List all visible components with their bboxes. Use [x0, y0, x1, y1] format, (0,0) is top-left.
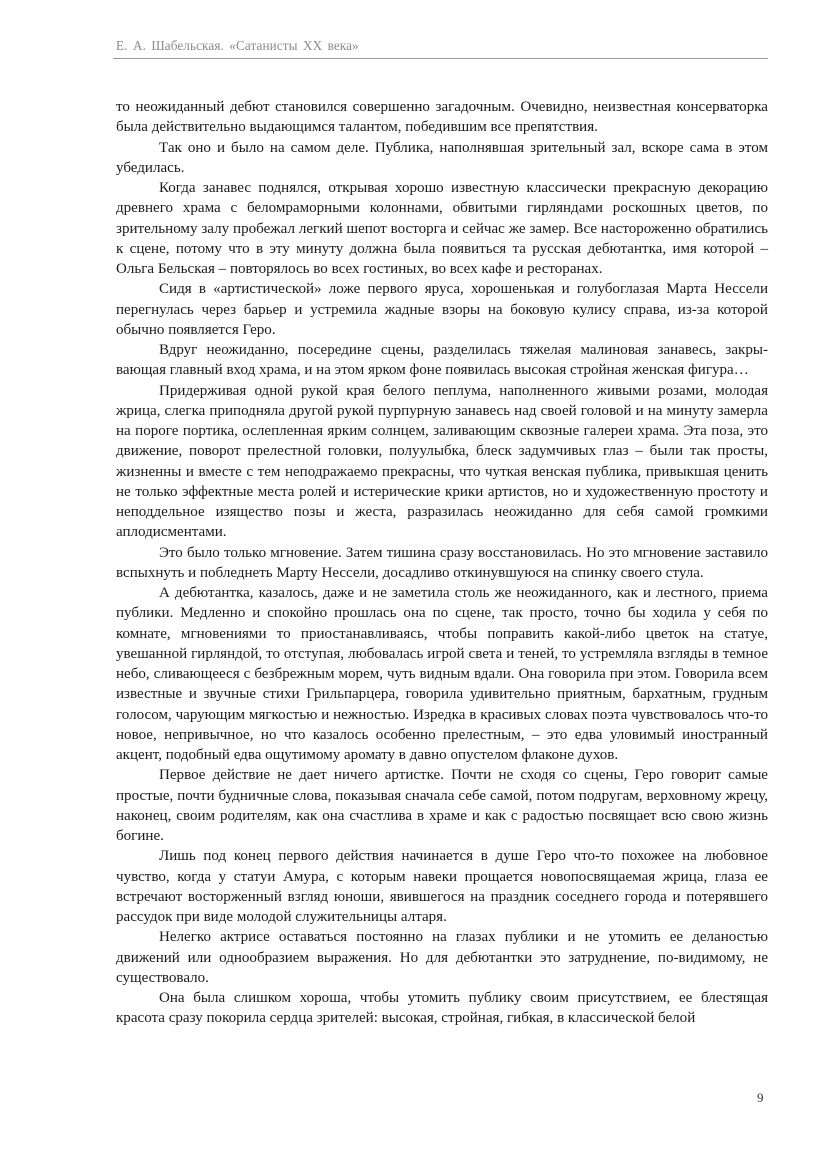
- paragraph: то неожиданный дебют становился совершенно загадочным. Очевидно, неизвестная консерваторка была действительно выдающимся талантом, победившим все препятствия.: [116, 99, 768, 136]
- paragraph: А дебютантка, казалось, даже и не заметила столь же неожиданного, как и лестного, приема публики. Медленно и спокойно прошлась она по сцене, так просто, точно бы ходила у себя по комнате, мгновениями то приостанавливаясь, чтобы поправить какой-либо цветок на статуе, увешанной гирляндой, то отступая, любовалась игрой света и теней, то устремляла взгляды в темное небо, сливающееся с безбрежным морем, чуть видным вдали. Она говорила при этом. Говорила всем известные и звучные стихи Грильпарцера, говорила удивительно приятным, бархатным, грудным голосом, чарующим мягкостью и нежностью. Изредка в красивых словах поэта чувствовалось что-то новое, непривычное, но что казалось особенно прелестным, – это едва уловимый иностранный акцент, подобный едва ощутимому аромату в давно опустелом флаконе духов.: [116, 585, 768, 763]
- paragraph: Это было только мгновение. Затем тишина сразу восстановилась. Но это мгновение заставило вспыхнуть и побледнеть Марту Нессели, досадливо откинувшуюся на спинку своего стула.: [116, 544, 768, 581]
- paragraph: Нелегко актрисе оставаться постоянно на глазах публики и не утомить ее деланостью движений или однообразием выражения. Но для дебютантки это затруднение, по-видимому, не существовало.: [116, 929, 768, 986]
- header-divider: [113, 58, 768, 59]
- paragraph: Так оно и было на самом деле. Публика, наполнявшая зрительный зал, вскоре сама в этом убедилась.: [116, 139, 768, 176]
- page-number: 9: [757, 1090, 764, 1105]
- paragraph: Придерживая одной рукой края белого пеплума, наполненного живыми розами, молодая жрица, слегка приподняла другой рукой пурпурную занавесь над своей головой и на минуту замерла на пороге портика, ослепленная ярким солнцем, заливающим сквозные галереи храма. Эта поза, это движение, поворот прелестной головки, полуулыбка, блеск задумчивых глаз – были так просты, жизненны и вместе с тем неподражаемо прекрасны, что чуткая венская публика, привыкшая ценить не только эффектные места ролей и истерические крики артистов, но и художественную простоту и неподдельное изящество позы и жеста, разразилась неожиданно для себя самой громкими аплодисментами.: [116, 382, 768, 541]
- body-text: [116, 97, 768, 1029]
- paragraph: Первое действие не дает ничего артистке. Почти не сходя со сцены, Геро говорит самые простые, почти будничные слова, показывая сначала себе самой, потом подругам, верховному жрецу, наконец, своим родителям, как она счастлива в храме и как с радостью посвящает всю свою жизнь богине.: [116, 767, 768, 844]
- paragraph: Лишь под конец первого действия начинается в душе Геро что-то похожее на любовное чувство, когда у статуи Амура, с которым навеки прощается новопосвящаемая жрица, глаза ее встречают восторженный взгляд юноши, явившегося на праздник соседнего города и потерявшего рассудок при виде молодой служительницы алтаря.: [116, 848, 768, 925]
- running-header: Е. А. Шабельская. «Сатанисты XX века»: [116, 38, 359, 53]
- paragraph: Сидя в «артистической» ложе первого яруса, хорошенькая и голубоглазая Марта Нессели перегнулась через барьер и устремила жадные взоры на боковую кулису справа, из-за которой обычно появляется Геро.: [116, 281, 768, 338]
- paragraph: Когда занавес поднялся, открывая хорошо известную классически прекрасную декорацию древнего храма с беломраморными колоннами, обвитыми гирляндами роскошных цветов, по зрительному залу пробежал легкий шепот восторга и сейчас же замер. Все настороженно обратились к сцене, потому что в эту минуту должна была появиться та русская дебютантка, имя которой – Ольга Бельская – повторялось во всех гостиных, во всех кафе и ресторанах.: [116, 180, 768, 277]
- paragraph: Вдруг неожиданно, посередине сцены, разделилась тяжелая малиновая занавесь, закрывающая главный вход храма, и на этом ярком фоне появилась высокая стройная женская фигура…: [116, 342, 768, 379]
- paragraph: Она была слишком хороша, чтобы утомить публику своим присутствием, ее блестящая красота сразу покорила сердца зрителей: высокая, стройная, гибкая, в классической белой: [116, 990, 768, 1027]
